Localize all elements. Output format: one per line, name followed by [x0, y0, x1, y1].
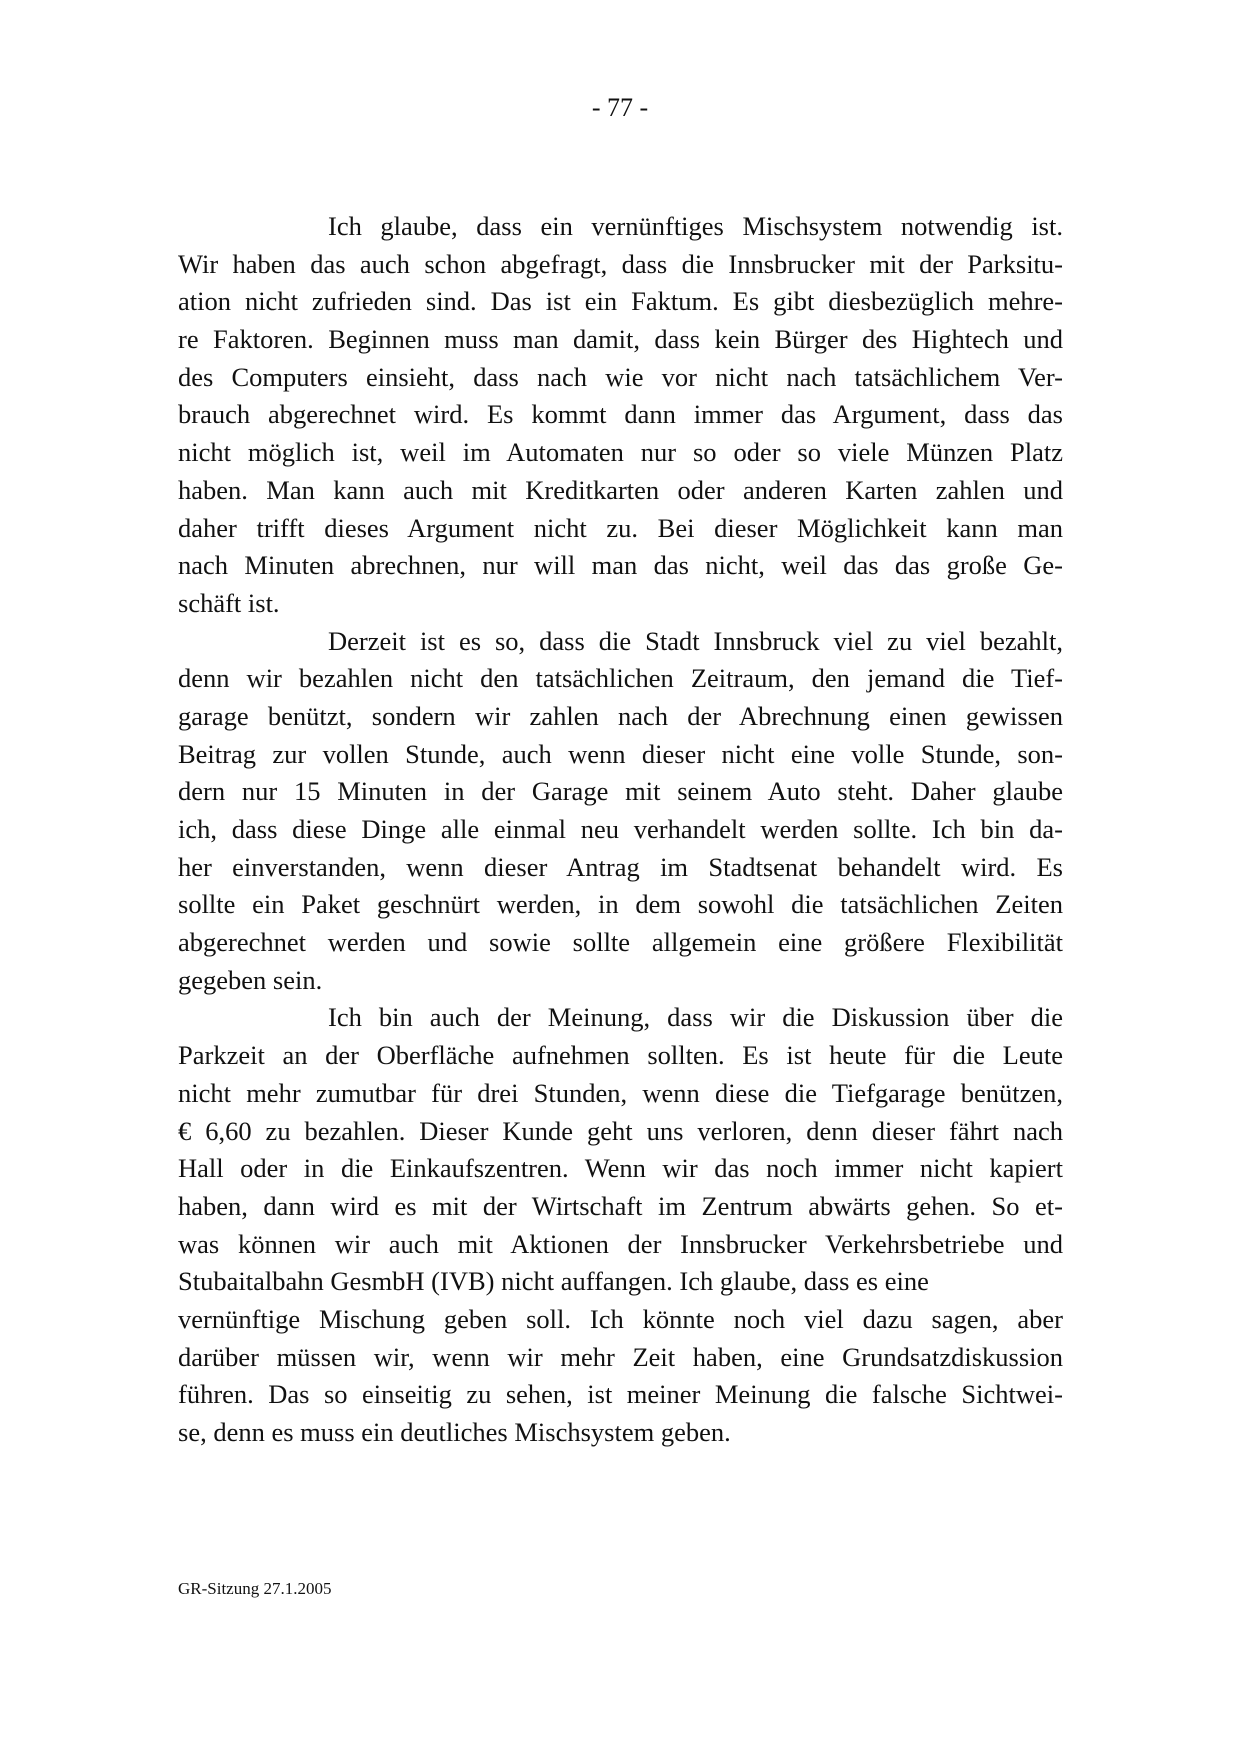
text-line: garage benützt, sondern wir zahlen nach der Abrechnung einen gewissen: [178, 700, 1063, 731]
text-line: was können wir auch mit Aktionen der Innsbrucker Verkehrsbetriebe und: [178, 1228, 1063, 1259]
text-line: denn wir bezahlen nicht den tatsächlichen Zeitraum, den jemand die Tief-: [178, 663, 1063, 694]
paragraph: [178, 623, 1063, 1000]
text-line: ich, dass diese Dinge alle einmal neu verhandelt werden sollte. Ich bin da-: [178, 814, 1063, 844]
text-line: nicht mehr zumutbar für drei Stunden, wenn diese die Tiefgarage benützen,: [178, 1077, 1063, 1108]
text-line: abgerechnet werden und sowie sollte allgemein eine größere Flexibilität: [178, 927, 1063, 958]
text-line: nach Minuten abrechnen, nur will man das nicht, weil das das große Ge-: [178, 550, 1063, 581]
text-line: brauch abgerechnet wird. Es kommt dann immer das Argument, dass das: [178, 399, 1063, 430]
text-line: haben, dann wird es mit der Wirtschaft im Zentrum abwärts gehen. So et-: [178, 1190, 1063, 1221]
footer-session-date: GR-Sitzung 27.1.2005: [178, 1579, 332, 1598]
text-line: gegeben sein.: [178, 964, 323, 995]
text-line: Derzeit ist es so, dass die Stadt Innsbruck viel zu viel bezahlt,: [328, 625, 1063, 656]
text-line: des Computers einsieht, dass nach wie vor nicht nach tatsächlichem Ver-: [178, 361, 1063, 392]
text-line: ation nicht zufrieden sind. Das ist ein Faktum. Es gibt diesbezüglich mehre-: [178, 286, 1063, 317]
page-number: - 77 -: [591, 93, 649, 122]
text-line: her einverstanden, wenn dieser Antrag im Stadtsenat behandelt wird. Es: [178, 851, 1063, 882]
text-line: vernünftige Mischung geben soll. Ich könnte noch viel dazu sagen, aber: [178, 1303, 1063, 1334]
text-line: darüber müssen wir, wenn wir mehr Zeit haben, eine Grundsatzdiskussion: [178, 1341, 1063, 1372]
text-line: Parkzeit an der Oberfläche aufnehmen sollten. Es ist heute für die Leute: [178, 1040, 1063, 1071]
text-line: führen. Das so einseitig zu sehen, ist meiner Meinung die falsche Sichtwei-: [178, 1379, 1063, 1410]
text-line: daher trifft dieses Argument nicht zu. Bei dieser Möglichkeit kann man: [178, 512, 1063, 543]
text-line: Hall oder in die Einkaufszentren. Wenn wir das noch immer nicht kapiert: [178, 1153, 1063, 1184]
text-line: se, denn es muss ein deutliches Mischsystem geben.: [178, 1417, 731, 1447]
text-line: haben. Man kann auch mit Kreditkarten oder anderen Karten zahlen und: [178, 474, 1063, 505]
text-line: Wir haben das auch schon abgefragt, dass die Innsbrucker mit der Parksitu-: [178, 248, 1063, 279]
text-line: sollte ein Paket geschnürt werden, in dem sowohl die tatsächlichen Zeiten: [178, 889, 1063, 920]
text-line: re Faktoren. Beginnen muss man damit, dass kein Bürger des Hightech und: [178, 324, 1063, 355]
text-line: schäft ist.: [178, 587, 280, 618]
text-line: dern nur 15 Minuten in der Garage mit seinem Auto steht. Daher glaube: [178, 776, 1063, 807]
text-line: Beitrag zur vollen Stunde, auch wenn dieser nicht eine volle Stunde, son-: [178, 738, 1063, 769]
paragraph: [178, 208, 1063, 623]
text-line: € 6,60 zu bezahlen. Dieser Kunde geht uns verloren, denn dieser fährt nach: [178, 1115, 1063, 1146]
text-line: Stubaitalbahn GesmbH (IVB) nicht auffangen. Ich glaube, dass es eine: [178, 1266, 929, 1297]
text-line: Ich glaube, dass ein vernünftiges Mischsystem notwendig ist.: [328, 211, 1063, 241]
text-line: Ich bin auch der Meinung, dass wir die Diskussion über die: [328, 1002, 1063, 1033]
paragraph: [178, 999, 1063, 1451]
body-text: [178, 208, 1063, 1452]
text-line: nicht möglich ist, weil im Automaten nur so oder so viele Münzen Platz: [178, 437, 1063, 468]
